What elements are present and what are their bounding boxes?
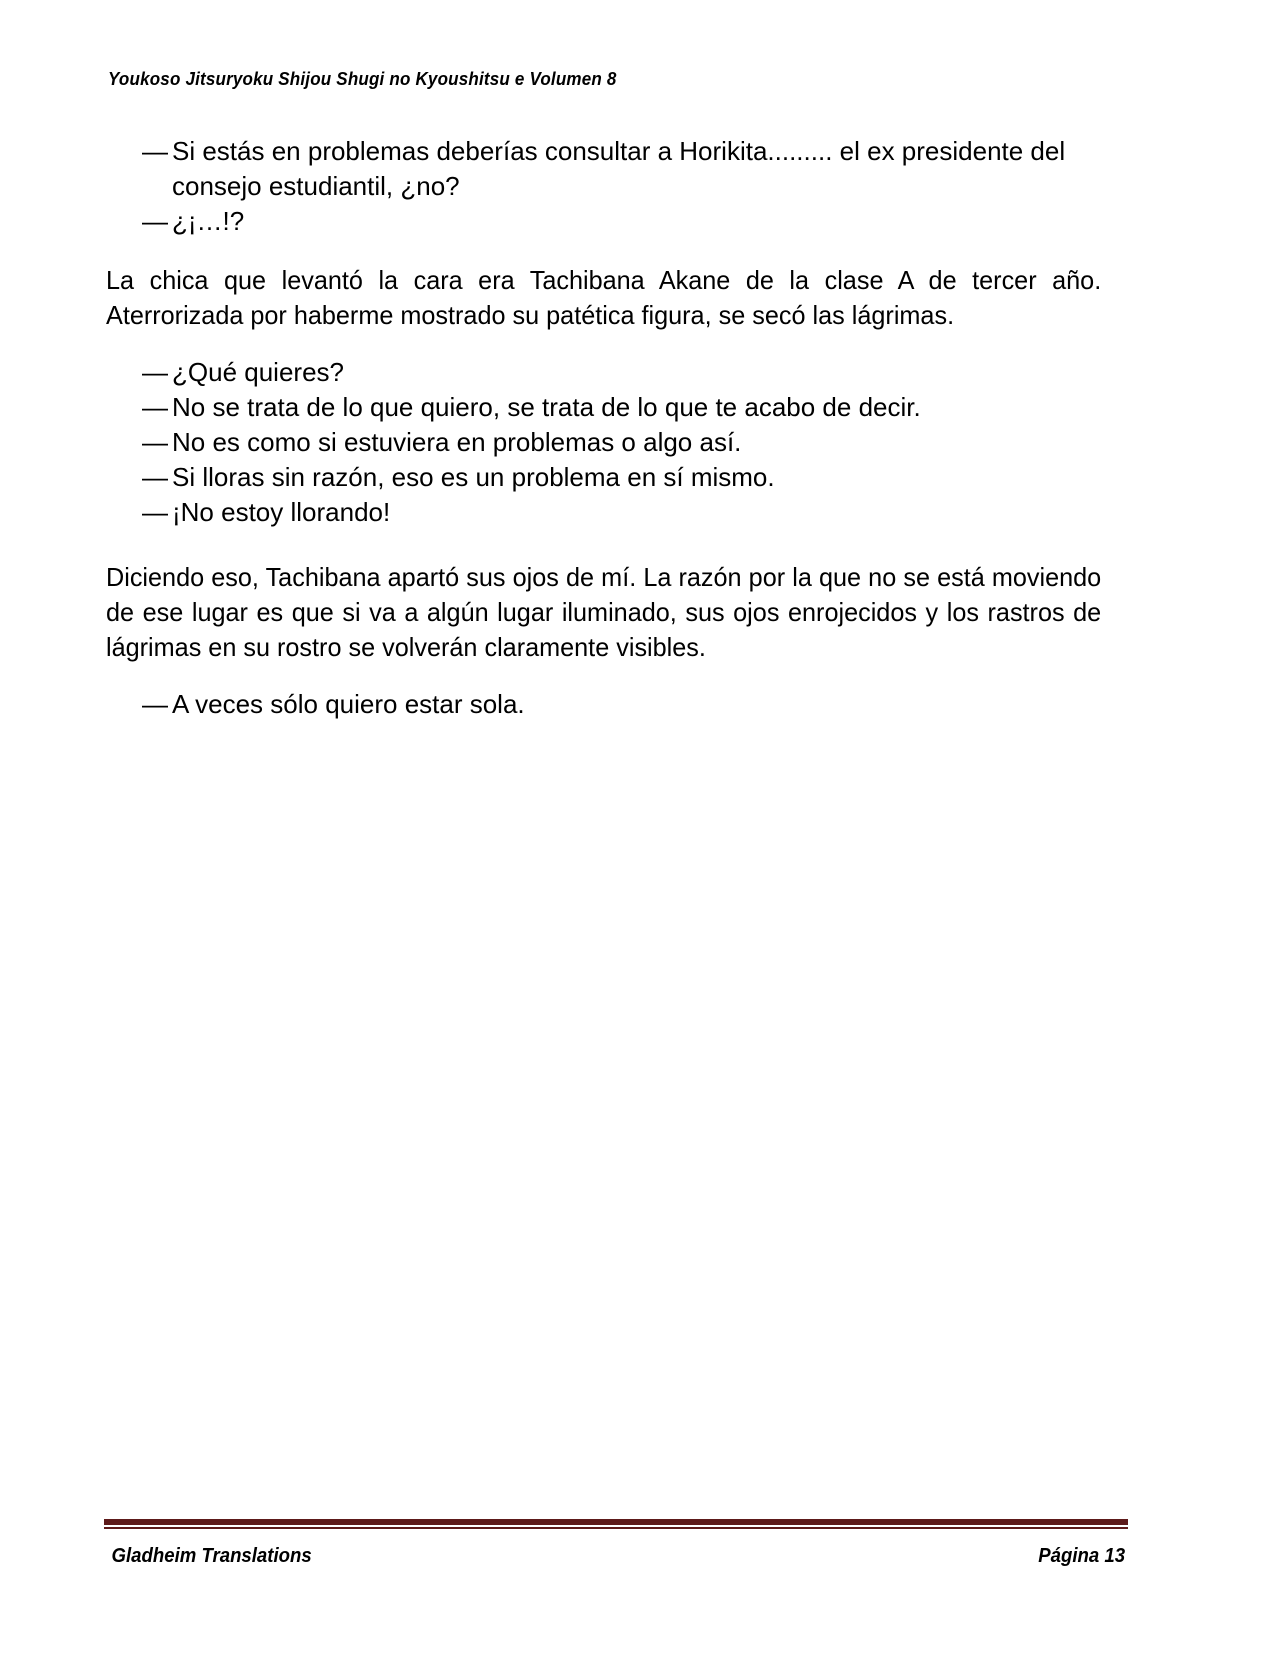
em-dash-marker: — (142, 497, 168, 527)
dialogue-line (106, 687, 1132, 722)
footer-rule-thin (104, 1527, 1128, 1529)
spacer (106, 339, 1132, 355)
em-dash-marker: — (142, 206, 168, 236)
body-paragraph: Diciendo eso, Tachibana apartó sus ojos de mí. La razón por la que no se está moviendo de ese lugar es que si va a algún lugar iluminado, sus ojos enrojecidos y los rastros de lágrimas en su rostro se volverán claramente visibles. (106, 562, 1102, 662)
dialogue-text: ¿¡…!? (172, 206, 245, 236)
dialogue-text: No se trata de lo que quiero, se trata de lo que te acabo de decir. (172, 392, 921, 422)
spacer (106, 239, 1132, 263)
dialogue-block-3 (106, 687, 1132, 722)
dialogue-text: A veces sólo quiero estar sola. (172, 689, 525, 719)
spacer (106, 671, 1132, 687)
footer-credit: Gladheim Translations (111, 1545, 312, 1567)
spacer (106, 530, 1132, 560)
dialogue-line (106, 460, 1132, 495)
em-dash-marker: — (142, 689, 168, 719)
footer-page-number: Página 13 (1037, 1545, 1125, 1567)
dialogue-text: ¡No estoy llorando! (172, 497, 391, 527)
dialogue-line (106, 134, 1132, 204)
page-content (106, 134, 1132, 722)
dialogue-text: Si estás en problemas deberías consultar a Horikita......... el ex presidente del consejo estudiantil, ¿no? (172, 136, 1066, 201)
em-dash-marker: — (142, 136, 168, 166)
em-dash-marker: — (142, 427, 168, 457)
page-header (108, 68, 1130, 102)
dialogue-text: Si lloras sin razón, eso es un problema en sí mismo. (172, 462, 775, 492)
em-dash-marker: — (142, 357, 168, 387)
footer-row (104, 1545, 1128, 1568)
dialogue-text: ¿Qué quieres? (172, 357, 344, 387)
dialogue-block-2 (106, 355, 1132, 530)
header-title: Youkoso Jitsuryoku Shijou Shugi no Kyoushitsu e Volumen 8 (108, 68, 617, 89)
dialogue-line (106, 355, 1132, 390)
em-dash-marker: — (142, 462, 168, 492)
body-paragraph: La chica que levantó la cara era Tachibana Akane de la clase A de tercer año. Aterrorizada por haberme mostrado su patética figura, se secó las lágrimas. (106, 265, 1102, 330)
page-footer (104, 1519, 1128, 1568)
dialogue-line (106, 425, 1132, 460)
dialogue-line (106, 390, 1132, 425)
dialogue-line (106, 204, 1132, 239)
dialogue-line (106, 495, 1132, 530)
em-dash-marker: — (142, 392, 168, 422)
dialogue-text: No es como si estuviera en problemas o algo así. (172, 427, 742, 457)
dialogue-block-1 (106, 134, 1132, 239)
